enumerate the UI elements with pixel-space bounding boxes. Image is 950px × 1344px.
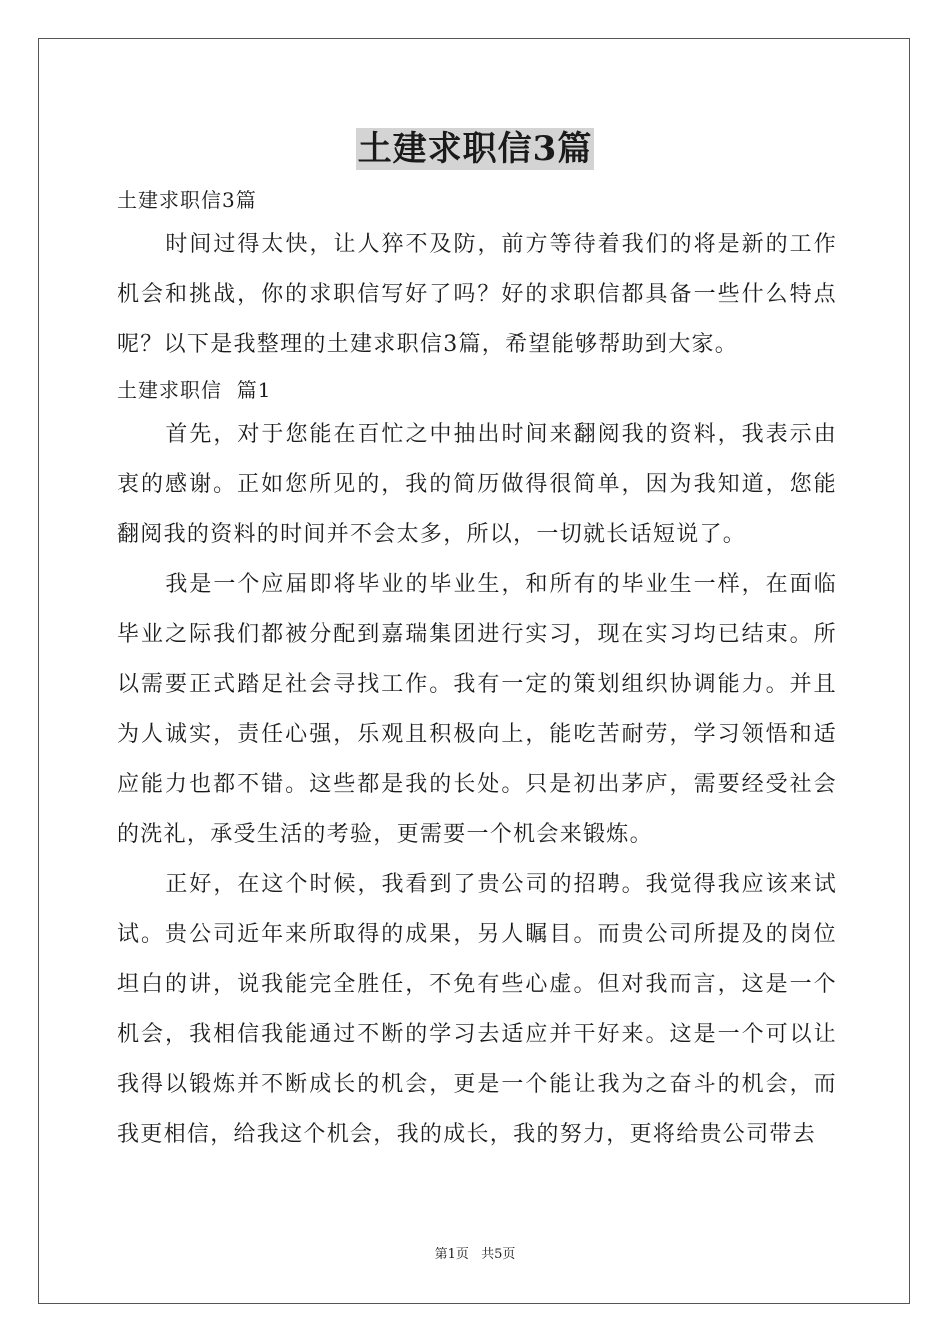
document-body: [117, 180, 837, 1160]
body-paragraph-2: 我是一个应届即将毕业的毕业生，和所有的毕业生一样，在面临毕业之际我们都被分配到嘉瑞集团进行实习，现在实习均已结束。所以需要正式踏足社会寻找工作。我有一定的策划组织协调能力。并且为人诚实，责任心强，乐观且积极向上，能吃苦耐劳，学习领悟和适应能力也都不错。这些都是我的长处。只是初出茅庐，需要经受社会的洗礼，承受生活的考验，更需要一个机会来锻炼。: [117, 572, 837, 847]
section-heading: 土建求职信 篇1: [117, 378, 272, 402]
body-paragraph-3: 正好，在这个时候，我看到了贵公司的招聘。我觉得我应该来试试。贵公司近年来所取得的成果，另人瞩目。而贵公司所提及的岗位坦白的讲，说我能完全胜任，不免有些心虚。但对我而言，这是一个机会，我相信我能通过不断的学习去适应并干好来。这是一个可以让我得以锻炼并不断成长的机会，更是一个能让我为之奋斗的机会，而我更相信，给我这个机会，我的成长，我的努力，更将给贵公司带去: [117, 872, 837, 1147]
intro-paragraph: 时间过得太快，让人猝不及防，前方等待着我们的将是新的工作机会和挑战，你的求职信写好了吗？好的求职信都具备一些什么特点呢？以下是我整理的土建求职信3篇，希望能够帮助到大家。: [117, 232, 837, 357]
document-title: 土建求职信3篇: [357, 129, 593, 169]
document-subtitle: 土建求职信3篇: [117, 188, 257, 212]
title-container: [0, 128, 950, 170]
body-paragraph-1: 首先，对于您能在百忙之中抽出时间来翻阅我的资料，我表示由衷的感谢。正如您所见的，我的简历做得很简单，因为我知道，您能翻阅我的资料的时间并不会太多，所以，一切就长话短说了。: [117, 422, 837, 547]
page-total: 共5页: [481, 1247, 516, 1262]
page-number: 第1页: [434, 1247, 469, 1262]
page-footer: [0, 1246, 950, 1264]
